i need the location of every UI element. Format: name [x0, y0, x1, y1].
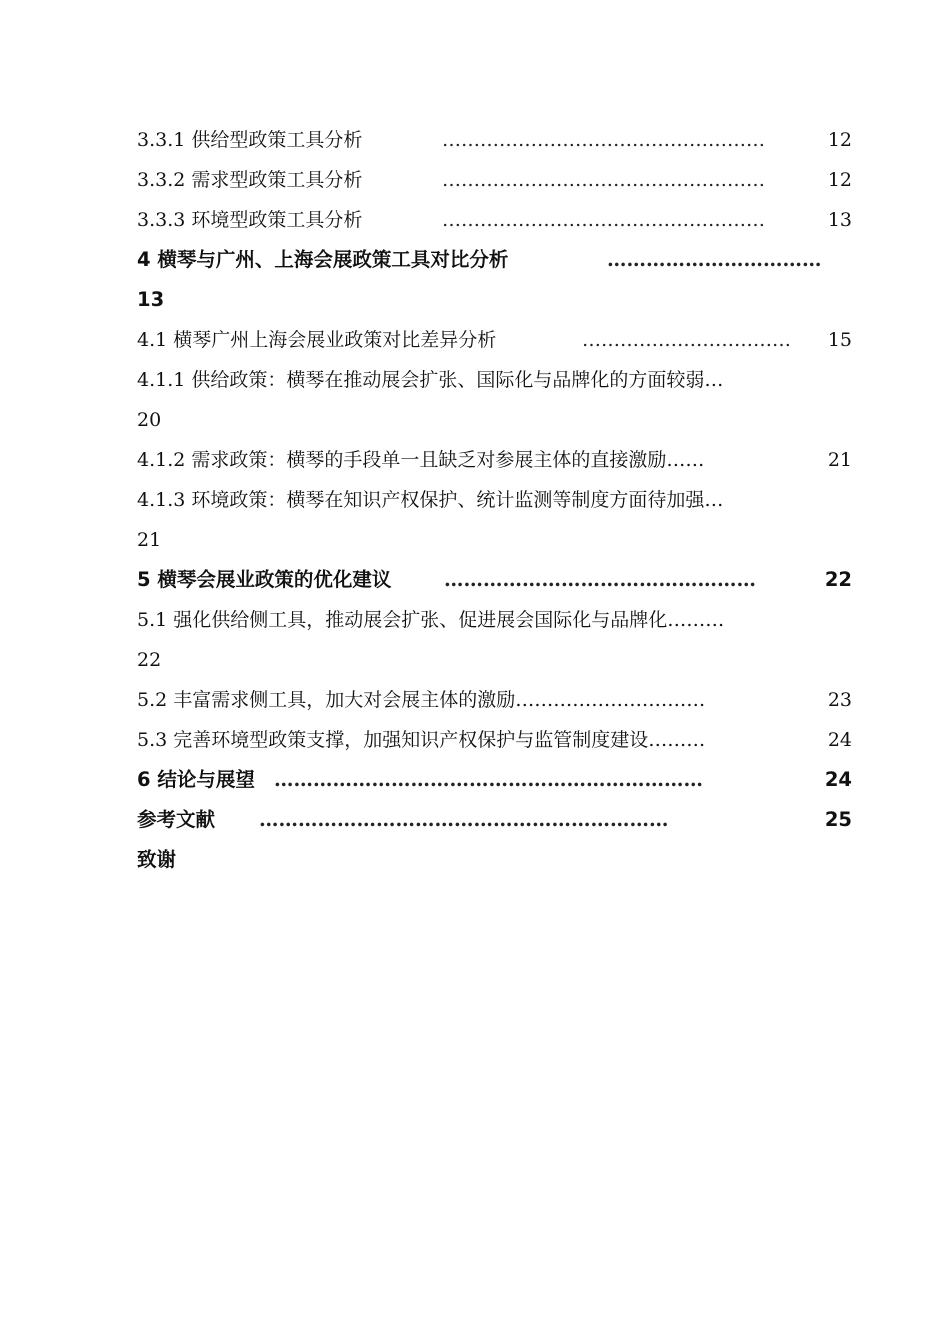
toc-entry[interactable] [137, 280, 852, 320]
toc-entry-title: 4.1.2 需求政策：横琴的手段单一且缺乏对参展主体的直接激励…… [137, 449, 705, 471]
toc-entry[interactable] [137, 720, 852, 760]
toc-entry-leader-dots: ………………………………………………………… [274, 768, 703, 791]
toc-entry-title: 21 [137, 529, 162, 551]
toc-entry-title: 4.1.3 环境政策：横琴在知识产权保护、统计监测等制度方面待加强… [137, 489, 724, 511]
toc-entry-leader-dots: …………………………… [582, 329, 791, 351]
toc-entry[interactable] [137, 800, 852, 840]
toc-entry[interactable] [137, 400, 852, 440]
toc-entry-leader-dots: …………………………………………… [442, 169, 765, 191]
toc-entry-page-number: 12 [827, 129, 852, 151]
toc-entry-title: 5.1 强化供给侧工具，推动展会扩张、促进展会国际化与品牌化……… [137, 609, 725, 631]
toc-entry[interactable] [137, 600, 852, 640]
toc-entry-title: 22 [137, 649, 162, 671]
toc-entry-title: 致谢 [137, 848, 177, 871]
toc-entry[interactable] [137, 200, 852, 240]
toc-entry-leader-dots: …………………………………………… [442, 209, 765, 231]
toc-entry-page-number: 13 [827, 209, 852, 231]
toc-entry-title: 5 横琴会展业政策的优化建议 [137, 568, 392, 591]
toc-entry-page-number: 23 [827, 689, 852, 711]
toc-entry-title: 参考文献 [137, 808, 216, 831]
toc-entry-title: 6 结论与展望 [137, 768, 255, 791]
toc-entry[interactable] [137, 320, 852, 360]
toc-entry[interactable] [137, 760, 852, 800]
toc-entry-leader-dots: ……………………………………………………… [259, 808, 669, 831]
toc-entry[interactable] [137, 160, 852, 200]
toc-entry[interactable] [137, 520, 852, 560]
toc-entry-title: 4 横琴与广州、上海会展政策工具对比分析 [137, 248, 509, 271]
toc-entry-title: 5.2 丰富需求侧工具，加大对会展主体的激励………………………… [137, 689, 706, 711]
toc-entry-title: 5.3 完善环境型政策支撑，加强知识产权保护与监管制度建设……… [137, 729, 706, 751]
toc-entry-page-number: 22 [824, 568, 852, 591]
toc-entry-title: 4.1.1 供给政策：横琴在推动展会扩张、国际化与品牌化的方面较弱… [137, 369, 724, 391]
toc-entry[interactable] [137, 680, 852, 720]
toc-entry[interactable] [137, 560, 852, 600]
toc-entry-title: 3.3.1 供给型政策工具分析 [137, 129, 363, 151]
toc-entry-page-number: 21 [827, 449, 852, 471]
toc-entry-leader-dots: …………………………………………… [442, 129, 765, 151]
toc-entry[interactable] [137, 360, 852, 400]
toc-entry-title: 20 [137, 409, 162, 431]
toc-entry-leader-dots: …………………………… [607, 248, 822, 271]
toc-entry-page-number: 12 [827, 169, 852, 191]
toc-entry[interactable] [137, 480, 852, 520]
toc-entry-leader-dots: ………………………………………… [444, 568, 756, 591]
toc-entry[interactable] [137, 240, 852, 280]
toc-entry[interactable] [137, 440, 852, 480]
toc-entry-page-number: 25 [824, 808, 852, 831]
toc-entry[interactable] [137, 640, 852, 680]
toc-entry-title: 3.3.2 需求型政策工具分析 [137, 169, 363, 191]
toc-entry-page-number: 15 [827, 329, 852, 351]
toc-entry-page-number: 24 [824, 768, 852, 791]
toc-entry-page-number: 24 [827, 729, 852, 751]
toc-entry-title: 3.3.3 环境型政策工具分析 [137, 209, 363, 231]
toc-entry-title: 4.1 横琴广州上海会展业政策对比差异分析 [137, 329, 497, 351]
toc-entry[interactable] [137, 840, 852, 880]
toc-entry[interactable] [137, 120, 852, 160]
toc-entry-title: 13 [137, 288, 165, 311]
table-of-contents [137, 120, 852, 880]
